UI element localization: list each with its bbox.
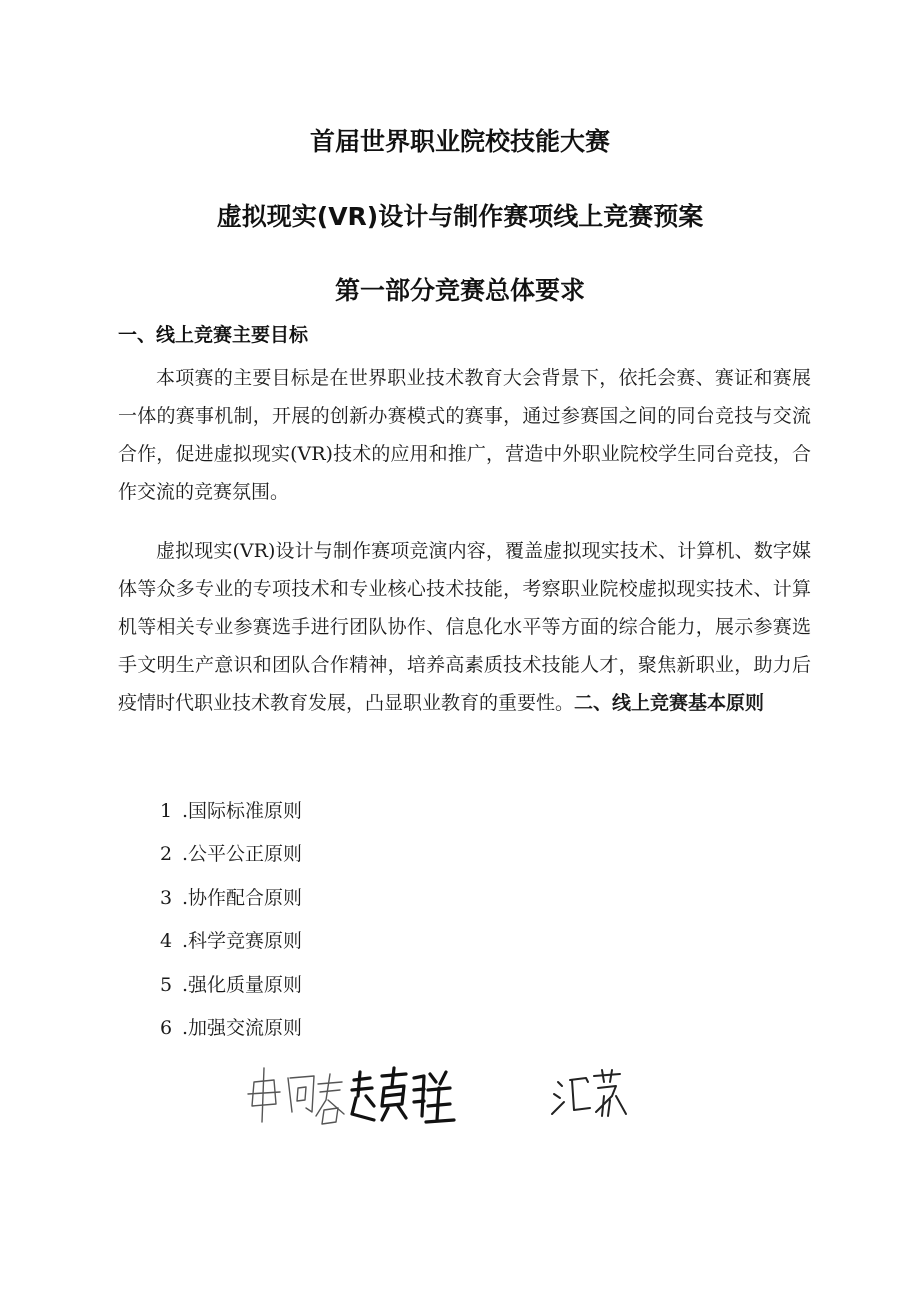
paragraph-goals: 本项赛的主要目标是在世界职业技术教育大会背景下，依托会赛、赛证和赛展一体的赛事机制，开展的创新办赛模式的赛事，通过参赛国之间的同台竞技与交流合作，促进虚拟现实(VR)技术的应用和推广，营造中外职业院校学生同台竞技，合作交流的竞赛氛围。	[118, 367, 811, 503]
list-item-text: .协作配合原则	[182, 886, 303, 909]
document-title: 首届世界职业院校技能大赛	[309, 127, 610, 156]
list-item-number: 6	[160, 1016, 173, 1039]
list-item	[160, 835, 302, 878]
section1-heading: 一、线上竞赛主要目标	[118, 324, 309, 346]
part-title: 第一部分竞赛总体要求	[334, 276, 585, 305]
paragraph-content-text: 虚拟现实(VR)设计与制作赛项竞演内容，覆盖虚拟现实技术、计算机、数字媒体等众多专业的专项技术和专业核心技术技能，考察职业院校虚拟现实技术、计算机等相关专业参赛选手进行团队协作、信息化水平等方面的综合能力，展示参赛选手文明生产意识和团队合作精神，培养高素质技术技能人才，聚焦新职业，助力后疫情时代职业技术教育发展，凸显职业教育的重要性。	[118, 540, 811, 714]
list-item-number: 5	[160, 973, 173, 996]
list-item-number: 1	[160, 800, 173, 822]
paragraph-content	[118, 532, 811, 722]
list-item	[160, 879, 302, 922]
list-item	[160, 792, 302, 835]
signatures-graphic	[240, 1060, 660, 1140]
list-item	[160, 966, 302, 1009]
list-item	[160, 1009, 302, 1052]
list-item-text: .国际标准原则	[182, 800, 303, 822]
signature-area	[240, 1060, 660, 1140]
signature-1	[248, 1068, 344, 1124]
list-item-text: .强化质量原则	[182, 973, 303, 996]
list-item-number: 4	[160, 930, 173, 953]
document-subtitle: 虚拟现实(VR)设计与制作赛项线上竞赛预案	[216, 202, 704, 231]
signature-3	[552, 1070, 626, 1116]
list-item-number: 2	[160, 843, 173, 866]
list-item	[160, 922, 302, 965]
section2-heading: 二、线上竞赛基本原则	[574, 692, 765, 714]
list-item-text: .加强交流原则	[182, 1016, 303, 1039]
principles-list	[160, 792, 302, 1052]
signature-2	[352, 1068, 454, 1122]
list-item-number: 3	[160, 886, 173, 909]
list-item-text: .科学竞赛原则	[182, 930, 303, 953]
list-item-text: .公平公正原则	[182, 843, 303, 866]
